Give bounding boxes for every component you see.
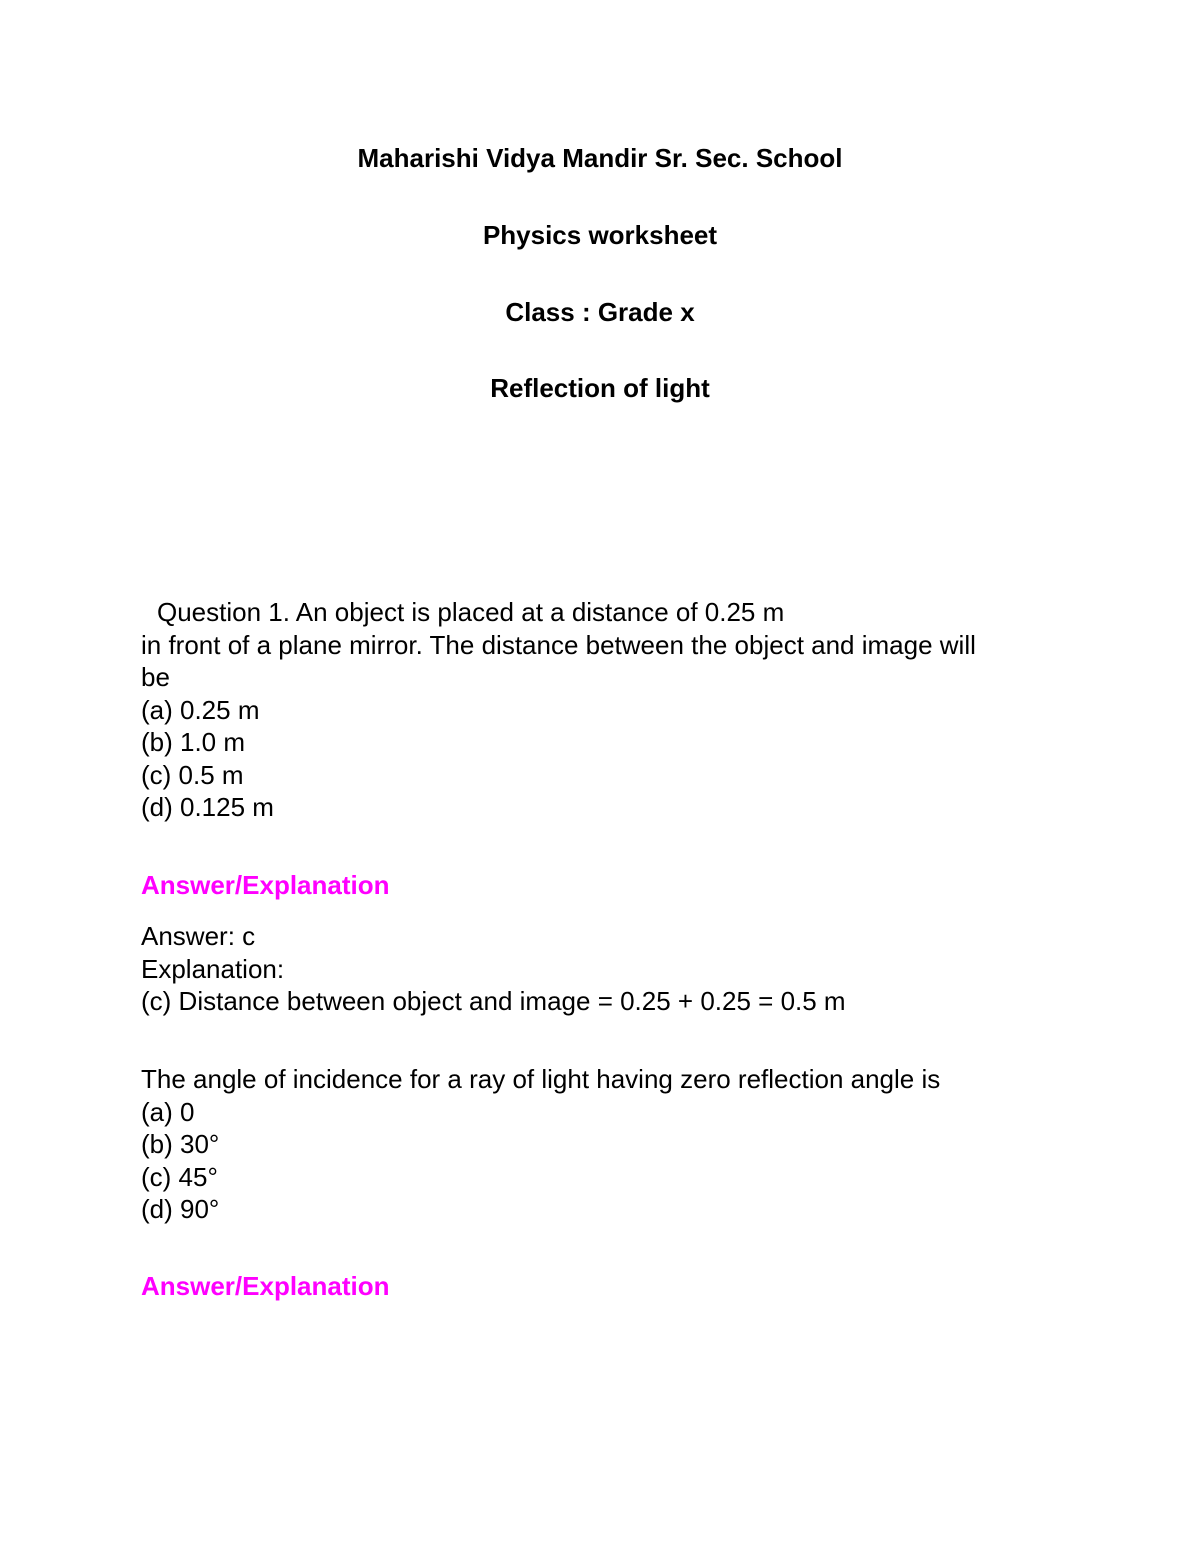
- answer-1: [141, 920, 1081, 1018]
- question-1-line-3: be: [141, 662, 170, 692]
- question-1: [141, 596, 1081, 824]
- class-line: Class : Grade x: [505, 297, 695, 327]
- explanation-1-label: Explanation:: [141, 953, 285, 984]
- question-2: [141, 1063, 1081, 1226]
- question-2-option-d: (d) 90°: [141, 1194, 220, 1224]
- question-2-option-b: (b) 30°: [141, 1129, 220, 1159]
- question-1-line-1: Question 1. An object is placed at a distance of 0.25 m: [157, 597, 785, 627]
- school-name: Maharishi Vidya Mandir Sr. Sec. School: [357, 143, 843, 173]
- topic-title: Reflection of light: [490, 373, 710, 403]
- worksheet-subject: Physics worksheet: [482, 220, 718, 250]
- question-1-option-a: (a) 0.25 m: [141, 694, 260, 725]
- question-2-option-c: (c) 45°: [141, 1161, 218, 1192]
- question-2-option-a: (a) 0: [141, 1096, 195, 1127]
- question-2-text: The angle of incidence for a ray of light having zero reflection angle is: [141, 1064, 941, 1094]
- answer-explanation-heading-2[interactable]: Answer/Explanation: [141, 1271, 390, 1301]
- question-1-line-2: in front of a plane mirror. The distance between the object and image will: [141, 629, 976, 660]
- question-1-option-d: (d) 0.125 m: [141, 792, 274, 822]
- question-1-option-c: (c) 0.5 m: [141, 759, 244, 790]
- question-1-option-b: (b) 1.0 m: [141, 727, 246, 757]
- answer-explanation-heading-1[interactable]: Answer/Explanation: [141, 870, 390, 900]
- explanation-1-text: (c) Distance between object and image = 0.25 + 0.25 = 0.5 m: [141, 986, 846, 1016]
- answer-1-value: Answer: c: [141, 921, 256, 951]
